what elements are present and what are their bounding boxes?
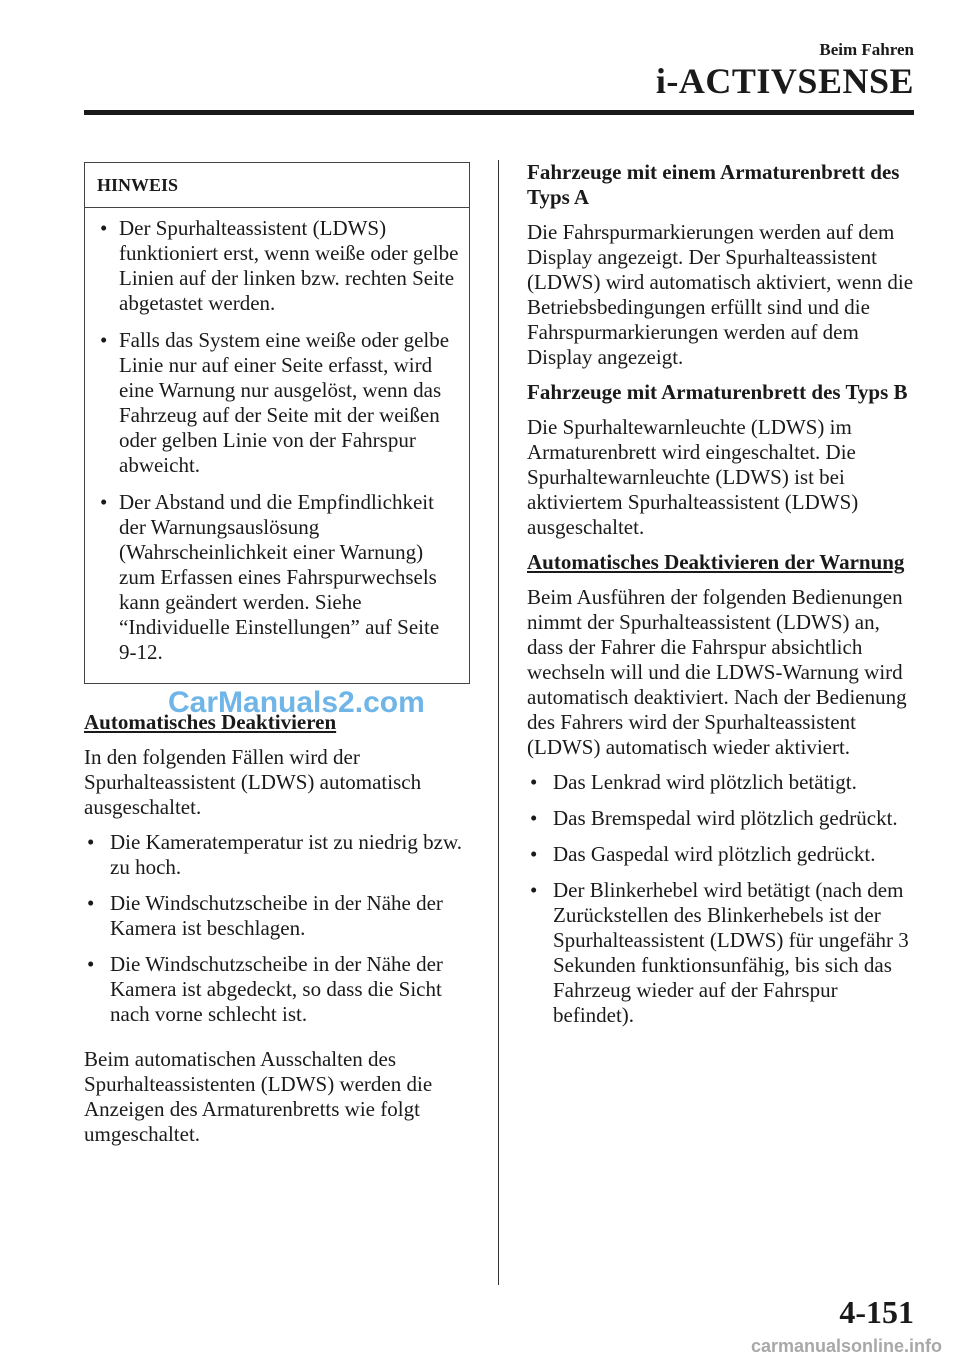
- type-b-heading: Fahrzeuge mit Armaturenbrett des Typs B: [527, 380, 908, 404]
- list-item: • Die Kameratemperatur ist zu niedrig bzw. zu hoch.: [84, 830, 470, 880]
- list-item: • Die Windschutzscheibe in der Nähe der Kamera ist abgedeckt, so dass die Sicht nach vorne schlecht ist.: [84, 952, 470, 1027]
- column-divider: [498, 160, 499, 1285]
- right-column: [527, 160, 917, 1048]
- chapter-title: i-ACTIVSENSE: [655, 61, 914, 101]
- list-item: • Der Blinkerhebel wird betätigt (nach dem Zurückstellen des Blinkerhebels ist der Spurhalteassistent (LDWS) für ungefähr 3 Sekunden funktionsunfähig, bis sich das Fahrzeug wieder auf der Fahrspur befindet).: [527, 878, 917, 1028]
- left-condition-list: [84, 830, 470, 1027]
- watermark: CarManuals2.com: [168, 686, 425, 719]
- page-number: 4-151: [839, 1294, 914, 1330]
- list-item: • Das Lenkrad wird plötzlich betätigt.: [527, 770, 917, 795]
- note-list: [85, 208, 469, 683]
- right-operation-list: [527, 770, 917, 1028]
- type-a-text: Die Fahrspurmarkierungen werden auf dem Display angezeigt. Der Spurhalteassistent (LDWS) wird automatisch aktiviert, wenn die Betriebsbedingungen erfüllt sind und die Fahrspurmarkierungen werden auf dem Display angezeigt.: [527, 220, 914, 369]
- left-intro-text: In den folgenden Fällen wird der Spurhalteassistent (LDWS) automatisch ausgeschaltet.: [84, 745, 422, 819]
- left-outro-text: Beim automatischen Ausschalten des Spurhalteassistenten (LDWS) werden die Anzeigen des Armaturenbretts wie folgt umgeschaltet.: [84, 1047, 433, 1146]
- note-title: HINWEIS: [85, 163, 469, 208]
- type-a-heading: Fahrzeuge mit einem Armaturenbrett des Typs A: [527, 160, 900, 209]
- header-rule: [84, 110, 914, 115]
- footer-site-watermark: carmanualsonline.info: [750, 1336, 942, 1356]
- note-box: [84, 162, 470, 684]
- type-b-text: Die Spurhaltewarnleuchte (LDWS) im Armaturenbrett wird eingeschaltet. Die Spurhaltewarnleuchte (LDWS) ist bei aktiviertem Spurhalteassistent (LDWS) ausgeschaltet.: [527, 415, 859, 539]
- note-item: • Der Abstand und die Empfindlichkeit der Warnungsauslösung (Wahrscheinlichkeit einer Warnung) zum Erfassen eines Fahrspurwechsels kann geändert werden. Siehe “Individuelle Einstellungen” auf Seite 9-12.: [97, 490, 459, 665]
- list-item: • Die Windschutzscheibe in der Nähe der Kamera ist beschlagen.: [84, 891, 470, 941]
- note-item: • Falls das System eine weiße oder gelbe Linie nur auf einer Seite erfasst, wird eine Warnung nur ausgelöst, wenn das Fahrzeug auf der Seite mit der weißen oder gelben Linie von der Fahrspur abweicht.: [97, 328, 459, 478]
- list-item: • Das Gaspedal wird plötzlich gedrückt.: [527, 842, 917, 867]
- section-label: Beim Fahren: [819, 40, 914, 59]
- list-item: • Das Bremspedal wird plötzlich gedrückt.: [527, 806, 917, 831]
- right-intro-text: Beim Ausführen der folgenden Bedienungen nimmt der Spurhalteassistent (LDWS) an, dass der Fahrer die Fahrspur absichtlich wechseln will und die LDWS-Warnung wird automatisch deaktiviert. Nach der Bedienung des Fahrers wird der Spurhalteassistent (LDWS) automatisch wieder aktiviert.: [527, 585, 907, 759]
- left-column: [84, 162, 470, 1157]
- section-heading-warning-deactivate: Automatisches Deaktivieren der Warnung: [527, 550, 905, 574]
- note-item: • Der Spurhalteassistent (LDWS) funktioniert erst, wenn weiße oder gelbe Linien auf der linken bzw. rechten Seite abgetastet werden.: [97, 216, 459, 316]
- section-heading-auto-deactivate: Automatisches Deaktivieren: [84, 710, 337, 734]
